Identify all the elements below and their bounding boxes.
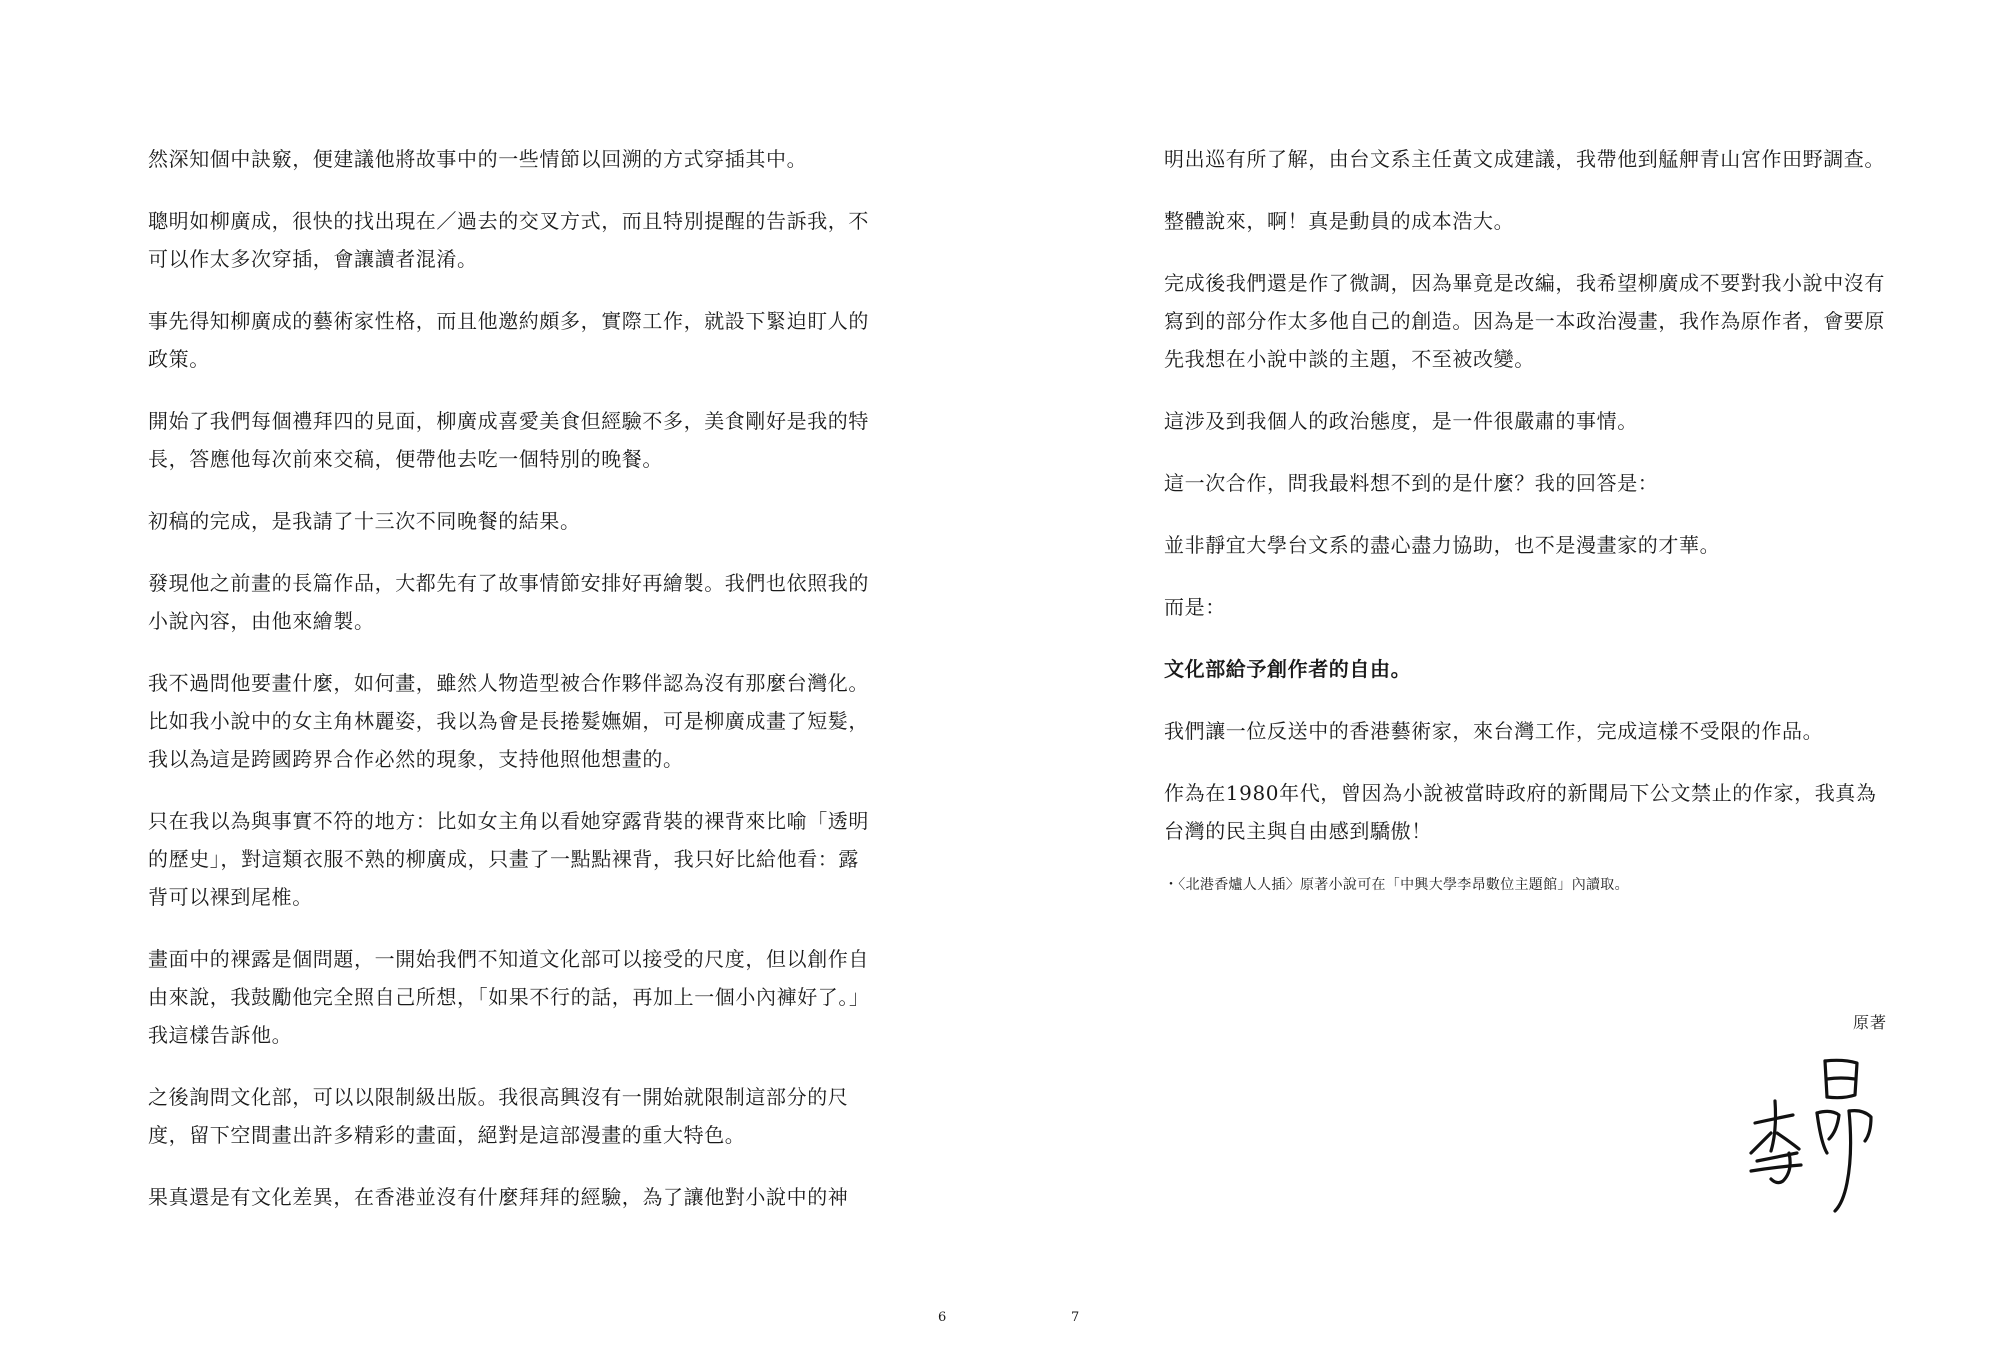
page-number: 7 [1071,1310,1080,1325]
paragraph: 並非靜宜大學台文系的盡心盡力協助，也不是漫畫家的才華。 [1164,533,1721,557]
paragraph: 這一次合作，問我最料想不到的是什麼？我的回答是： [1164,471,1659,495]
paragraph: 初稿的完成，是我請了十三次不同晚餐的結果。 [148,509,581,533]
paragraph: 之後詢問文化部，可以以限制級出版。我很高興沒有一開始就限制這部分的尺度，留下空間畫出許多精彩的畫面，絕對是這部漫畫的重大特色。 [148,1085,849,1147]
paragraph: 完成後我們還是作了微調，因為畢竟是改編，我希望柳廣成不要對我小說中沒有寫到的部分作太多他自己的創造。因為是一本政治漫畫，我作為原作者，會要原先我想在小說中談的主題，不至被改變。 [1164,271,1885,371]
left-page [0,0,1003,1358]
handwritten-signature [1747,1053,1887,1213]
paragraph: 發現他之前畫的長篇作品，大都先有了故事情節安排好再繪製。我們也依照我的小說內容，由他來繪製。 [148,571,869,633]
footnote: ・〈北港香爐人人插〉原著小說可在「中興大學李昂數位主題館」內讀取。 [1164,877,1629,893]
emphasis-statement: 文化部給予創作者的自由。 [1164,657,1412,681]
paragraph: 這涉及到我個人的政治態度，是一件很嚴肅的事情。 [1164,409,1638,433]
paragraph: 我們讓一位反送中的香港藝術家，來台灣工作，完成這樣不受限的作品。 [1164,719,1824,743]
signature-label: 原著 [1852,1013,1887,1032]
paragraph: 然深知個中訣竅，便建議他將故事中的一些情節以回溯的方式穿插其中。 [148,147,808,171]
paragraph: 整體說來，啊！真是動員的成本浩大。 [1164,209,1515,233]
paragraph: 而是： [1164,595,1226,619]
paragraph: 畫面中的裸露是個問題，一開始我們不知道文化部可以接受的尺度，但以創作自由來說，我鼓勵他完全照自己所想，「如果不行的話，再加上一個小內褲好了。」我這樣告訴他。 [148,947,870,1047]
paragraph: 聰明如柳廣成，很快的找出現在／過去的交叉方式，而且特別提醒的告訴我，不可以作太多次穿插，會讓讀者混淆。 [148,209,869,271]
paragraph: 明出巡有所了解，由台文系主任黃文成建議，我帶他到艋舺青山宮作田野調查。 [1164,147,1885,171]
paragraph: 開始了我們每個禮拜四的見面，柳廣成喜愛美食但經驗不多，美食剛好是我的特長，答應他每次前來交稿，便帶他去吃一個特別的晚餐。 [148,409,869,471]
signature-block [1727,1010,1887,1213]
right-text-column [1164,140,1889,920]
paragraph: 只在我以為與事實不符的地方：比如女主角以看她穿露背裝的裸背來比喻「透明的歷史」，對這類衣服不熟的柳廣成，只畫了一點點裸背，我只好比給他看：露背可以裸到尾椎。 [148,809,869,909]
paragraph: 作為在1980年代，曾因為小說被當時政府的新聞局下公文禁止的作家，我真為台灣的民主與自由感到驕傲！ [1164,781,1877,843]
paragraph: 事先得知柳廣成的藝術家性格，而且他邀約頗多，實際工作，就設下緊迫盯人的政策。 [148,309,869,371]
paragraph: 我不過問他要畫什麼，如何畫，雖然人物造型被合作夥伴認為沒有那麼台灣化。比如我小說中的女主角林麗姿，我以為會是長捲髮嫵媚，可是柳廣成畫了短髮，我以為這是跨國跨界合作必然的現象，支持他照他想畫的。 [148,671,869,771]
right-page [1004,0,2007,1358]
left-text-column [148,140,873,1240]
paragraph: 果真還是有文化差異，在香港並沒有什麼拜拜的經驗，為了讓他對小說中的神 [148,1185,849,1209]
page-number: 6 [938,1310,947,1325]
